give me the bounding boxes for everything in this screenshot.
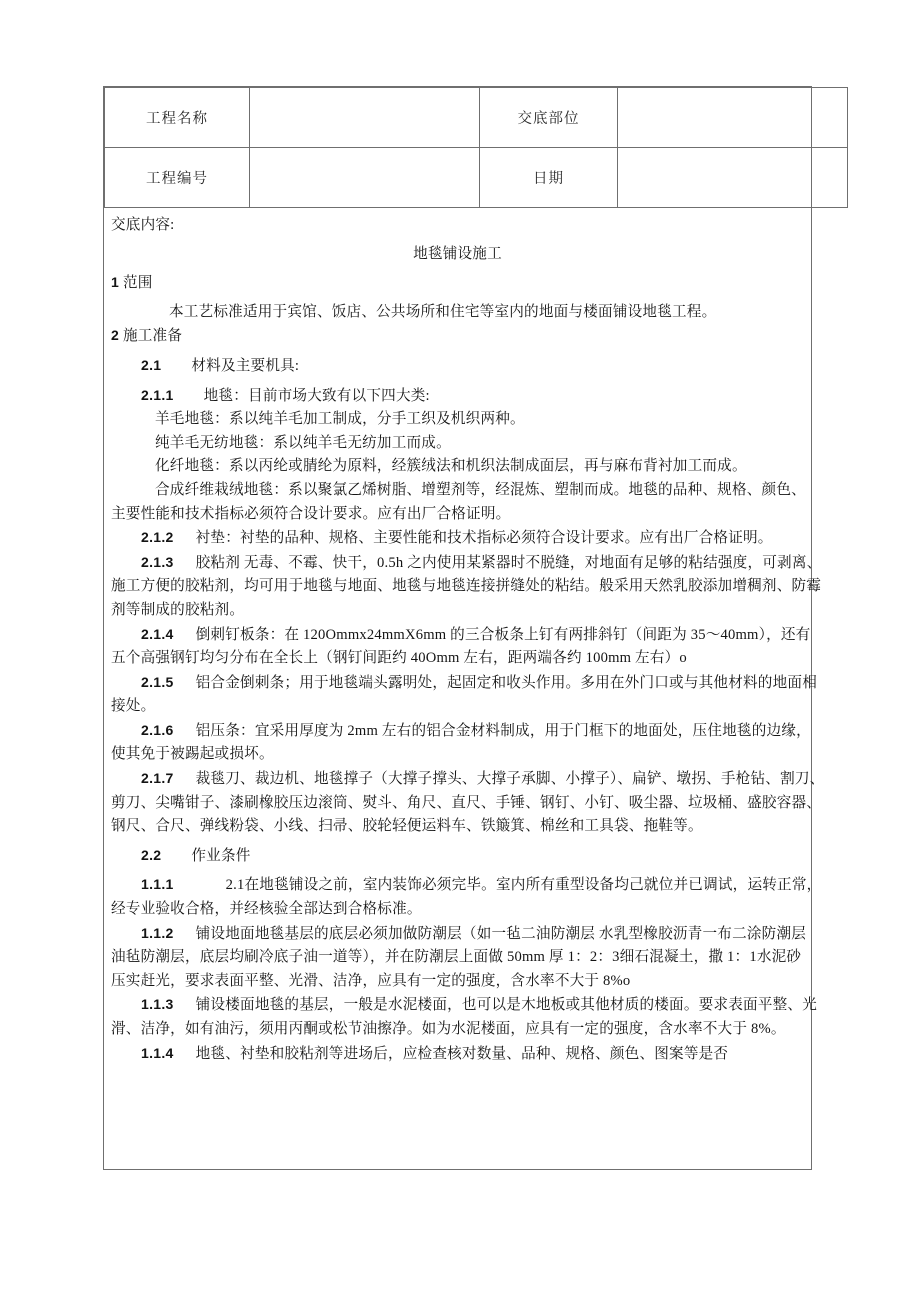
section-2-2-title: 作业条件 xyxy=(191,847,251,864)
section-1-heading xyxy=(111,271,804,296)
section-2-1-heading xyxy=(111,354,804,379)
section-2-heading xyxy=(111,324,804,349)
section-2-1-3-line-3: 剂等制成的胶粘剂。 xyxy=(111,601,245,618)
table-row xyxy=(105,88,848,148)
section-2-1-number: 2.1 xyxy=(141,356,162,373)
header-info-table xyxy=(104,87,848,208)
section-2-2-2-line-2: 油毡防潮层，底层均刷冷底子油一道等），并在防潮层上面做 50mm 厚 1：2：3细石混凝土，撒 1：1水泥砂 xyxy=(111,949,802,966)
section-2-2-1-line-1 xyxy=(111,873,822,898)
section-2-1-3-line-2: 施工方便的胶粘剂，均可用于地毯与地面、地毯与地毯连接拼缝处的粘结。般采用天然乳胶添加增稠剂、防霉 xyxy=(111,578,822,595)
section-2-2-number: 2.2 xyxy=(141,846,162,863)
section-1-title: 范围 xyxy=(122,275,153,292)
section-2-2-heading xyxy=(111,844,804,869)
section-2-1-6-line-2: 使其免于被踢起或损坏。 xyxy=(111,746,274,763)
carpet-type-tufted-line-1: 合成纤维栽绒地毯：系以聚氯乙烯树脂、增塑剂等，经混炼、塑制而成。地毯的品种、规格、颜色、 xyxy=(155,481,806,498)
section-1-paragraph: 本工艺标准适用于宾馆、饭店、公共场所和住宅等室内的地面与楼面铺设地毯工程。 xyxy=(169,303,717,320)
section-2-2-2-line-1 xyxy=(111,922,807,947)
date-value[interactable] xyxy=(618,148,848,208)
document-body xyxy=(104,208,825,1066)
table-row xyxy=(105,148,848,208)
section-2-2-3-number: 1.1.3 xyxy=(141,996,174,1013)
section-2-1-5-text: 铝合金倒刺条；用于地毯端头露明处，起固定和收头作用。多用在外门口或与其他材料的地面相 xyxy=(195,674,817,691)
section-2-2-3-line-1 xyxy=(111,993,817,1018)
section-2-1-1-number: 2.1.1 xyxy=(141,386,174,403)
project-number-label: 工程编号 xyxy=(105,148,250,208)
document-frame xyxy=(103,86,825,1170)
carpet-type-synthetic-fiber: 化纤地毯：系以丙纶或腈纶为原料，经簇绒法和机织法制成面层，再与麻布背衬加工而成。 xyxy=(155,458,747,475)
section-2-2-3-line-2: 滑、洁净，如有油污，须用丙酮或松节油擦净。如为水泥楼面，应具有一定的强度，含水率不大于 8%。 xyxy=(111,1021,786,1037)
section-2-1-title: 材料及主要机具: xyxy=(191,357,300,374)
section-2-1-7-text: 裁毯刀、裁边机、地毯撑子（大撑子撑头、大撑子承脚、小撑子）、扁铲、墩拐、手枪钻、割刀、 xyxy=(195,771,825,788)
section-2-2-1-text: 2.1在地毯铺设之前，室内装饰必须完毕。室内所有重型设备均己就位并已调试，运转正常， xyxy=(225,877,822,894)
section-2-2-2-text: 铺设地面地毯基层的底层必须加做防潮层（如一毡二油防潮层 水乳型橡胶沥青一布二涂防潮层 xyxy=(195,925,807,942)
section-2-1-2-number: 2.1.2 xyxy=(141,529,174,546)
section-2-1-4-line-2: 五个高强钢钉均匀分布在全长上（钢钉间距约 40Omm 左右，距两端各约 100mm 左右）o xyxy=(111,650,687,667)
section-2-1-7-number: 2.1.7 xyxy=(141,770,174,787)
carpet-type-nonwoven-wool: 纯羊毛无纺地毯：系以纯羊毛无纺加工而成。 xyxy=(155,434,451,451)
section-2-1-7-line-2: 剪刀、尖嘴钳子、漆刷橡胶压边滚筒、熨斗、角尺、直尺、手锤、钢钉、小钉、吸尘器、垃圾桶、盛胶容器、 xyxy=(111,794,822,811)
document-title: 地毯铺设施工 xyxy=(413,245,502,262)
section-2-1-1-heading xyxy=(111,384,804,409)
section-2-1-2 xyxy=(111,526,804,551)
section-1-number: 1 xyxy=(111,274,120,291)
section-2-1-3-number: 2.1.3 xyxy=(141,553,174,570)
section-2-2-1-number: 1.1.1 xyxy=(141,876,174,893)
section-2-2-2-line-3: 压实赶光，要求表面平整、光滑、洁净，应具有一定的强度，含水率不大于 8%o xyxy=(111,972,631,989)
section-2-1-4-number: 2.1.4 xyxy=(141,625,174,642)
section-2-1-3-text: 胶粘剂 无毒、不霉、快干，0.5h 之内使用某紧器时不脱缝，对地面有足够的粘结强度，可剥离、 xyxy=(195,554,822,571)
section-2-number: 2 xyxy=(111,327,120,344)
section-2-2-3-text: 铺设楼面地毯的基层，一般是水泥楼面，也可以是木地板或其他材质的楼面。要求表面平整、光 xyxy=(195,997,817,1014)
section-2-1-5-number: 2.1.5 xyxy=(141,673,174,690)
section-2-1-2-text: 衬垫：衬垫的品种、规格、主要性能和技术指标必须符合设计要求。应有出厂合格证明。 xyxy=(195,530,773,547)
section-2-1-5-line-2: 接处。 xyxy=(111,698,156,715)
section-2-1-4-line-1 xyxy=(111,623,811,648)
section-2-1-1-text: 地毯：目前市场大致有以下四大类: xyxy=(203,387,430,404)
section-2-1-6-number: 2.1.6 xyxy=(141,721,174,738)
carpet-type-tufted-line-2: 主要性能和技术指标必须符合设计要求。应有出厂合格证明。 xyxy=(111,505,511,522)
section-2-1-5-line-1 xyxy=(111,671,817,696)
section-2-2-2-number: 1.1.2 xyxy=(141,924,174,941)
carpet-type-wool: 羊毛地毯：系以纯羊毛加工制成，分手工织及机织两种。 xyxy=(155,411,525,428)
section-2-2-4-text: 地毯、衬垫和胶粘剂等进场后，应检查核对数量、品种、规格、颜色、图案等是否 xyxy=(195,1045,729,1062)
section-2-1-6-text: 铝压条：宜采用厚度为 2mm 左右的铝合金材料制成，用于门框下的地面处，压住地毯的边缘， xyxy=(195,722,811,739)
date-label: 日期 xyxy=(480,148,618,208)
section-2-1-7-line-1 xyxy=(111,767,825,792)
disclosure-content-label: 交底内容: xyxy=(111,217,175,233)
disclosure-part-label: 交底部位 xyxy=(480,88,618,148)
section-2-1-6-line-1 xyxy=(111,719,811,744)
section-2-2-4-number: 1.1.4 xyxy=(141,1044,174,1061)
disclosure-part-value[interactable] xyxy=(618,88,848,148)
project-number-value[interactable] xyxy=(250,148,480,208)
section-2-2-4-line-1 xyxy=(111,1042,804,1067)
section-2-2-1-line-2: 经专业验收合格，并经核验全部达到合格标准。 xyxy=(111,901,422,918)
section-2-title: 施工准备 xyxy=(122,328,183,345)
project-name-label: 工程名称 xyxy=(105,88,250,148)
section-2-1-3-line-1 xyxy=(111,551,822,576)
section-2-1-4-text: 倒刺钉板条：在 120Ommx24mmX6mm 的三合板条上钉有两排斜钉（间距为 35～40mm），还有 xyxy=(195,626,811,643)
section-2-1-7-line-3: 钢尺、合尺、弹线粉袋、小线、扫帚、胶轮轻便运料车、铁簸箕、棉丝和工具袋、拖鞋等。 xyxy=(111,818,703,835)
project-name-value[interactable] xyxy=(250,88,480,148)
